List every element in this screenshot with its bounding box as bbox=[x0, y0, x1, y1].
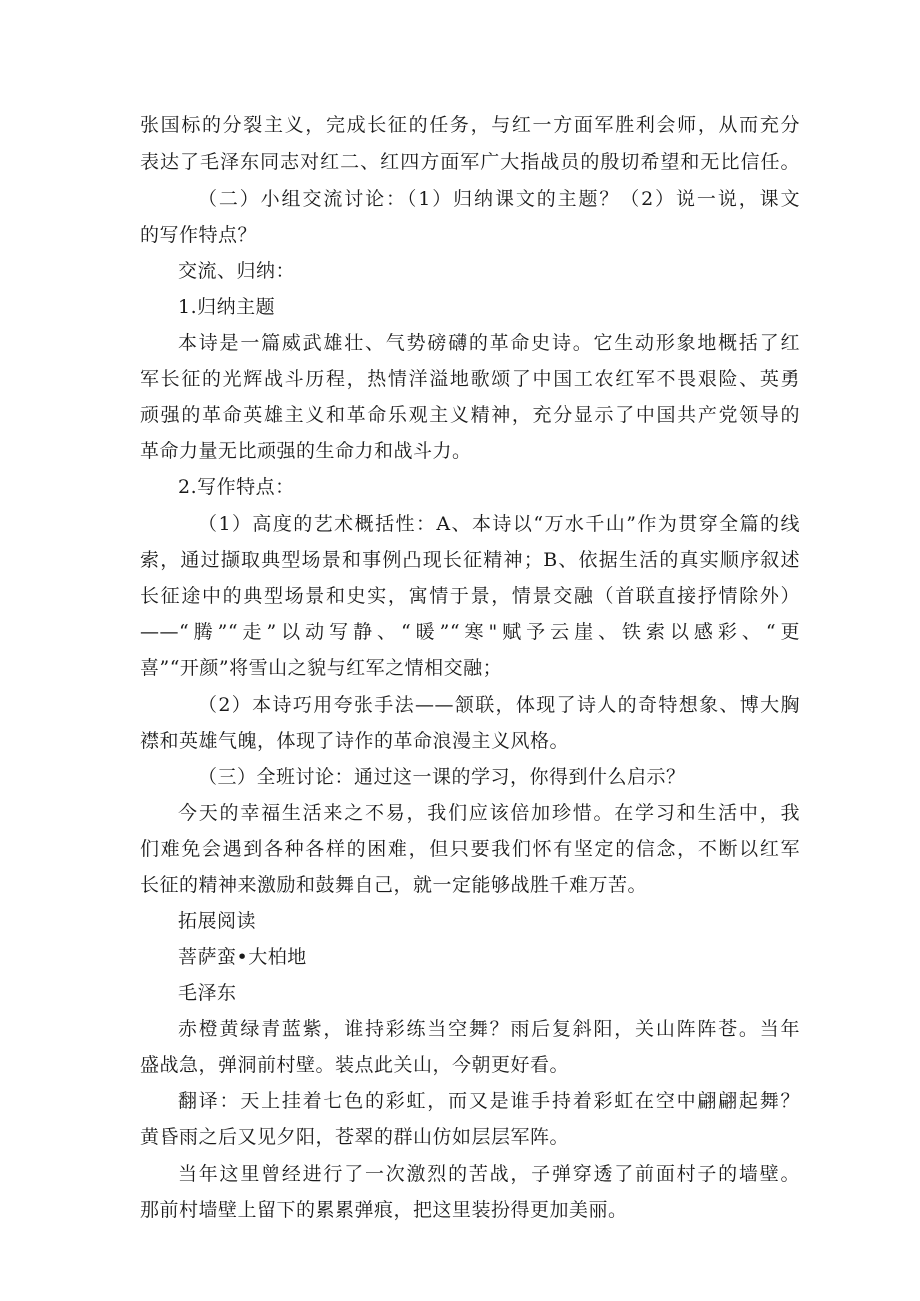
paragraph-line: 喜”“开颜”将雪山之貌与红军之情相交融； bbox=[140, 657, 503, 679]
poem-author: 毛泽东 bbox=[178, 982, 237, 1004]
section-heading-class-discussion: （三）全班讨论：通过这一课的学习，你得到什么启示？ bbox=[198, 766, 686, 788]
subheading-writing-features: 2.写作特点： bbox=[178, 476, 295, 498]
paragraph-line: 今天的幸福生活来之不易，我们应该倍加珍惜。在学习和生活中，我 bbox=[178, 802, 800, 824]
subheading-theme: 1.归纳主题 bbox=[178, 296, 276, 318]
paragraph-line: 襟和英雄气魄，体现了诗作的革命浪漫主义风格。 bbox=[140, 730, 570, 752]
translation-line: 那前村墙壁上留下的累累弹痕，把这里装扮得更加美丽。 bbox=[140, 1199, 628, 1221]
paragraph-line: （1）高度的艺术概括性：A、本诗以“万水千山”作为贯穿全篇的线 bbox=[198, 513, 800, 535]
translation-line: 黄昏雨之后又见夕阳，苍翠的群山仿如层层军阵。 bbox=[140, 1126, 570, 1148]
paragraph-line: （2）本诗巧用夸张手法——颔联，体现了诗人的奇特想象、博大胸 bbox=[198, 694, 800, 716]
paragraph-line: 索，通过撷取典型场景和事例凸现长征精神；B、依据生活的真实顺序叙述 bbox=[140, 549, 800, 571]
paragraph-line: 顽强的革命英雄主义和革命乐观主义精神，充分显示了中国共产党领导的 bbox=[140, 404, 800, 426]
paragraph-line: 长征的精神来激励和鼓舞自己，就一定能够战胜千难万苦。 bbox=[140, 874, 648, 896]
poem-line: 赤橙黄绿青蓝紫，谁持彩练当空舞？雨后复斜阳，关山阵阵苍。当年 bbox=[178, 1018, 800, 1040]
paragraph-line: 表达了毛泽东同志对红二、红四方面军广大指战员的殷切希望和无比信任。 bbox=[140, 151, 800, 173]
paragraph-line: 交流、归纳： bbox=[178, 260, 296, 282]
paragraph-line: 长征途中的典型场景和史实，寓情于景，情景交融（首联直接抒情除外） bbox=[140, 585, 800, 607]
poem-line: 盛战急，弹洞前村壁。装点此关山，今朝更好看。 bbox=[140, 1054, 570, 1076]
paragraph-line: ——“腾”“走”以动写静、“暖”“寒"赋予云崖、铁索以感彩、“更 bbox=[140, 621, 800, 643]
paragraph-line: 们难免会遇到各种各样的困难，但只要我们怀有坚定的信念，不断以红军 bbox=[140, 838, 800, 860]
paragraph-line: 本诗是一篇威武雄壮、气势磅礴的革命史诗。它生动形象地概括了红 bbox=[178, 332, 800, 354]
paragraph-line: 革命力量无比顽强的生命力和战斗力。 bbox=[140, 440, 472, 462]
translation-line: 当年这里曾经进行了一次激烈的苦战，子弹穿透了前面村子的墙壁。 bbox=[178, 1163, 800, 1185]
paragraph-line: 的写作特点？ bbox=[140, 224, 258, 246]
poem-title: 菩萨蛮•大柏地 bbox=[178, 946, 307, 968]
section-heading-discussion: （二）小组交流讨论：（1）归纳课文的主题？（2）说一说，课文 bbox=[198, 188, 800, 210]
paragraph-line: 张国标的分裂主义，完成长征的任务，与红一方面军胜利会师，从而充分 bbox=[140, 114, 800, 136]
paragraph-line: 军长征的光辉战斗历程，热情洋溢地歌颂了中国工农红军不畏艰险、英勇 bbox=[140, 368, 800, 390]
translation-line: 翻译：天上挂着七色的彩虹，而又是谁手持着彩虹在空中翩翩起舞？ bbox=[178, 1090, 800, 1112]
subheading-extended-reading: 拓展阅读 bbox=[178, 910, 257, 932]
